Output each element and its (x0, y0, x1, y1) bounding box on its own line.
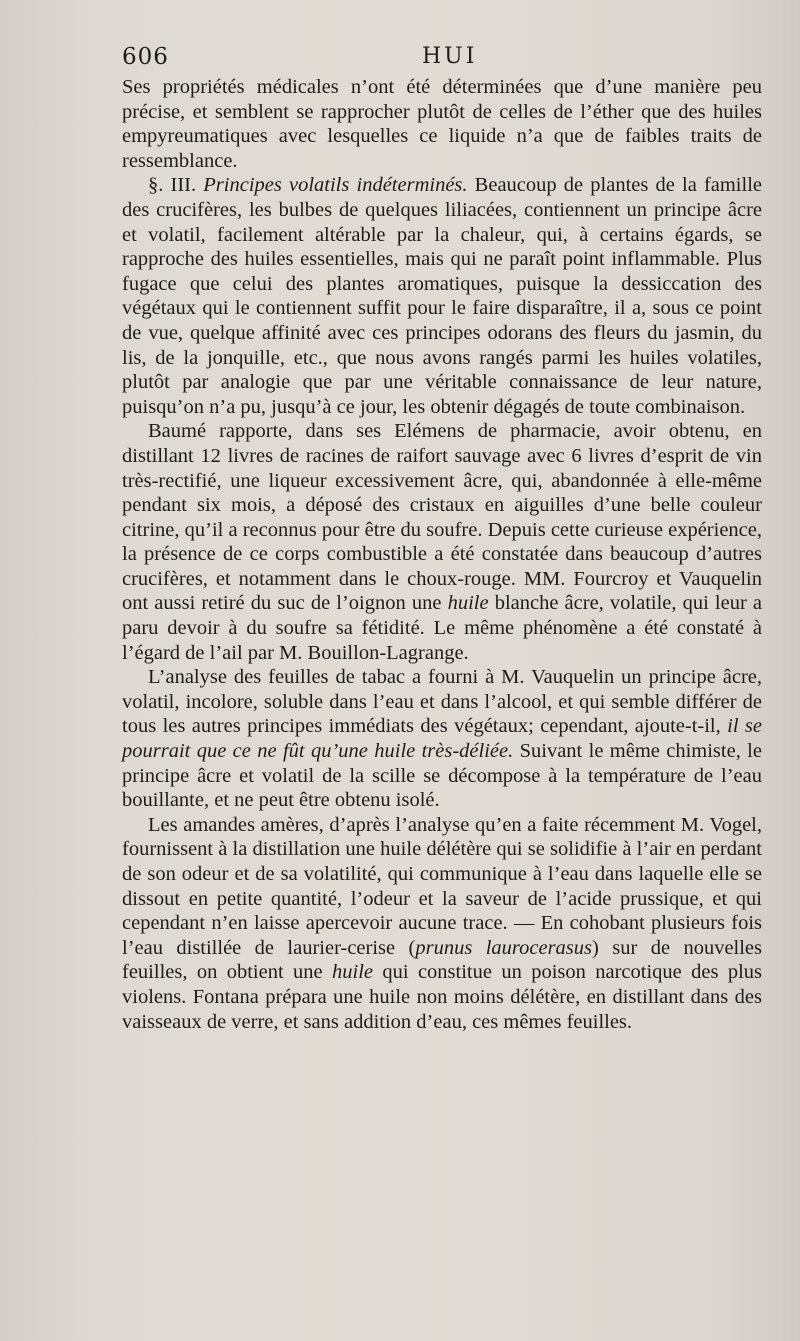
italic-term: huile (447, 592, 489, 615)
italic-term: prunus laurocerasus (415, 936, 593, 959)
section-mark: §. III. (148, 174, 204, 197)
text-segment: Ses propriétés médicales n’ont été déterminées que d’une manière peu précise, et semblent se rapprocher plutôt de celles de l’éther que des huiles empyreumatiques avec lesquelles ce liquide n’a que de faibles traits de ressemblance. (122, 76, 762, 172)
text-segment: blanche âcre, volatile, qui leur a paru devoir à du soufre sa fétidité. Le même phénomène a été constaté à l’égard de l’ail par M. Bouillon-Lagrange. (122, 592, 763, 664)
text-segment: Les amandes amères, d’après l’analyse qu’en a faite récemment M. Vogel, fournissent à la distillation une huile délétère qui se solidifie à l’air en perdant de son odeur et de sa volatilité, qui communique à l’eau dans laquelle elle se dissout en petite quantité, l’odeur et la saveur de l’acide prussique, et qui cependant n’en laisse apercevoir aucune trace. — En cohobant plusieurs fois l’eau distillée de laurier-cerise ( (122, 813, 762, 959)
page-number: 606 (122, 44, 169, 70)
text-segment: Baumé rapporte, dans ses Elémens de pharmacie, avoir obtenu, en distillant 12 livres de racines de raifort sauvage avec 6 livres d’esprit de vin très-rectifié, une liqueur excessivement âcre, qui, abandonnée à elle-même pendant six mois, a déposé des cristaux en aiguilles d’une belle couleur citrine, qu’il a reconnus pour être du soufre. Depuis cette curieuse expérience, la présence de ce corps combustible a été constatée dans beaucoup d’autres crucifères, et notamment dans le choux-rouge. MM. Fourcroy et Vauquelin ont aussi retiré du suc de l’oignon une (122, 420, 762, 615)
paragraph-volatile-principles (122, 173, 762, 419)
paragraph-amandes (122, 813, 762, 1034)
text-segment: Beaucoup de plantes de la famille des crucifères, les bulbes de quelques liliacées, contiennent un principe âcre et volatil, facilement altérable par la chaleur, qui, à certains égards, se rapproche des huiles essentielles, mais qui ne paraît point inflammable. Plus fugace que celui des plantes aromatiques, puisque la dessiccation des végétaux qui le contiennent suffit pour le faire disparaître, il a, sous ce point de vue, quelque affinité avec ces principes odorans des fleurs du jasmin, du lis, de la jonquille, etc., que nous avons rangés parmi les huiles volatiles, plutôt par analogie que par une véritable connaissance de leur nature, puisqu’on n’a pu, jusqu’à ce jour, les obtenir dégagés de toute combinaison. (122, 174, 762, 418)
body-text (122, 75, 762, 1034)
italic-quote: il se pourrait que ce ne fût qu’une huile très-déliée. (122, 715, 762, 763)
text-segment: Suivant le même chimiste, le principe âcre et volatil de la scille se décompose à la température de l’eau bouillante, et ne peut être obtenu isolé. (122, 740, 762, 812)
paragraph-tabac (122, 665, 762, 813)
text-segment: ) sur de nouvelles feuilles, on obtient une (122, 936, 763, 984)
paragraph-ether-properties (122, 75, 762, 173)
page-header (122, 44, 762, 74)
italic-term: huile (332, 961, 373, 984)
paragraph-baume (122, 419, 762, 665)
running-head: HUI (422, 44, 478, 69)
text-segment: L’analyse des feuilles de tabac a fourni à M. Vauquelin un principe âcre, volatil, incolore, soluble dans l’eau et dans l’alcool, et qui semble différer de tous les autres principes immédiats des végétaux; cependant, ajoute-t-il, (122, 666, 762, 738)
text-segment: qui constitue un poison narcotique des plus violens. Fontana prépara une huile non moins délétère, en distillant dans des vaisseaux de verre, et sans addition d’eau, ces mêmes feuilles. (122, 961, 763, 1033)
section-title: Principes volatils indéterminés. (203, 174, 468, 197)
